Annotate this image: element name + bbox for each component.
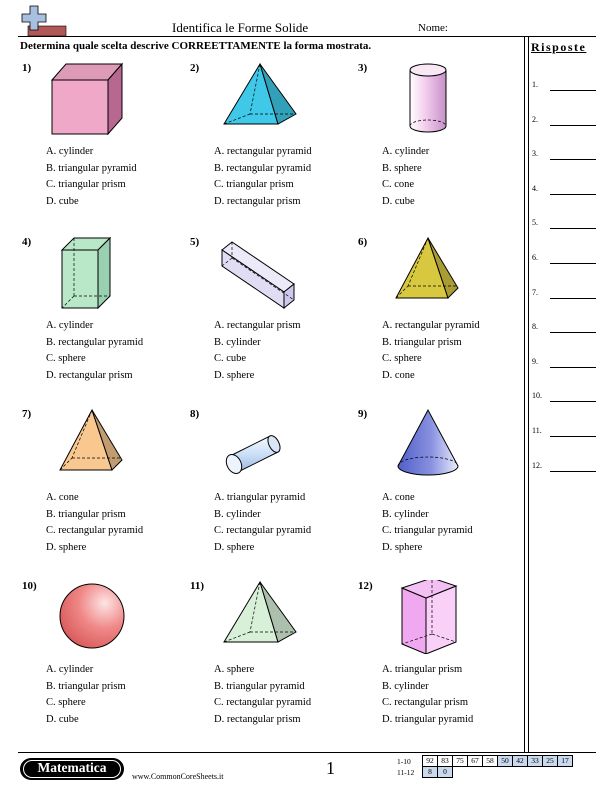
problem-number: 12) [358,580,373,592]
choice-list [214,144,312,210]
problem-10 [22,580,182,740]
problem-3 [358,62,518,222]
choice-option[interactable]: D. sphere [382,541,423,553]
sphere-icon [56,580,136,659]
problem-number: 5) [190,236,200,248]
choice-option[interactable]: C. rectangular pyramid [46,525,144,536]
choice-option[interactable]: B. sphere [382,162,422,174]
answer-number: 2. [532,114,538,124]
choice-option[interactable]: B. triangular prism [46,508,126,520]
choice-option[interactable]: C. triangular prism [46,179,126,190]
name-label: Nome: [418,22,448,34]
problem-number: 3) [358,62,368,74]
problem-number: 6) [358,236,368,248]
header-rule [18,36,596,37]
problem-number: 1) [22,62,32,74]
answer-number: 8. [532,322,538,332]
choice-list [214,490,311,556]
answer-blank[interactable] [550,159,596,160]
choice-option[interactable]: B. cylinder [214,508,261,520]
choice-option[interactable]: B. cylinder [214,336,261,348]
choice-option[interactable]: B. rectangular pyramid [46,336,144,348]
choice-list [46,318,143,384]
answer-row[interactable] [532,461,598,475]
answer-number: 7. [532,287,538,297]
score-cell: 83 [437,755,453,767]
choice-option[interactable]: A. cylinder [46,146,94,157]
choice-list [382,490,473,556]
choice-option[interactable]: D. cone [382,369,415,381]
answer-number: 10. [532,391,542,401]
choice-option[interactable]: C. sphere [382,353,422,364]
choice-option[interactable]: C. triangular pyramid [382,525,473,536]
answer-blank[interactable] [550,194,596,195]
cylinder-icon [388,62,468,141]
problem-1 [22,62,182,222]
choice-option[interactable]: A. rectangular prism [214,320,301,331]
rectangular-prism-icon [48,236,128,315]
problem-number: 4) [22,236,32,248]
problem-7 [22,408,182,568]
answer-row[interactable] [532,149,598,163]
choice-option[interactable]: D. rectangular prism [214,713,301,725]
choice-option[interactable]: C. triangular prism [214,179,294,190]
answer-row[interactable] [532,218,598,232]
choice-option[interactable]: D. sphere [214,541,255,553]
answer-row[interactable] [532,322,598,336]
score-cell: 17 [557,755,573,767]
score-row-label: 11-12 [397,768,415,777]
choice-option[interactable]: B. cylinder [382,680,429,692]
score-row-label: 1-10 [397,757,411,766]
choice-list [46,662,126,728]
choice-option[interactable]: D. sphere [46,541,87,553]
answers-title: Risposte [531,40,587,54]
score-cell: 92 [422,755,438,767]
problem-8 [190,408,350,568]
triangular-pyramid-icon [220,580,300,659]
choice-option[interactable]: D. rectangular prism [46,369,133,381]
problem-2 [190,62,350,222]
choice-option[interactable]: D. rectangular prism [214,195,301,207]
choice-option[interactable]: C. rectangular prism [382,697,469,708]
problem-9 [358,408,518,568]
score-row [397,767,573,778]
problem-5 [190,236,350,396]
choice-option[interactable]: B. triangular pyramid [214,680,305,692]
answer-number: 12. [532,460,542,470]
problem-number: 11) [190,580,205,592]
choice-option[interactable]: B. rectangular pyramid [214,162,312,174]
rectangular-pyramid-icon [388,236,468,315]
rectangular-prism-long-icon [218,236,298,315]
choice-option[interactable]: A. cylinder [46,320,94,331]
choice-option[interactable]: B. triangular prism [46,680,126,692]
choice-option[interactable]: C. rectangular pyramid [214,525,312,536]
answer-row[interactable] [532,426,598,440]
answer-blank[interactable] [550,436,596,437]
answer-row[interactable] [532,391,598,405]
problem-6 [358,236,518,396]
choice-option[interactable]: B. triangular pyramid [46,162,137,174]
problem-12 [358,580,518,740]
answer-blank[interactable] [550,367,596,368]
choice-option[interactable]: D. cube [46,195,79,207]
problem-4 [22,236,182,396]
choice-option[interactable]: C. rectangular pyramid [214,697,312,708]
choice-list [214,318,301,384]
footer-rule [18,752,596,753]
problem-number: 2) [190,62,200,74]
answer-number: 1. [532,80,538,89]
choice-option[interactable]: C. sphere [46,353,86,364]
score-cell: 8 [422,766,438,778]
answer-blank[interactable] [550,332,596,333]
choice-option[interactable]: C. sphere [46,697,86,708]
answer-column-divider [524,36,525,752]
score-cell: 67 [467,755,483,767]
choice-list [46,144,137,210]
answer-number: 4. [532,183,538,193]
score-table [397,756,573,778]
score-cell: 50 [497,755,513,767]
triangular-prism-icon [392,580,472,659]
choice-option[interactable]: A. cylinder [382,146,430,157]
answer-row[interactable] [532,357,598,371]
subject-label: Matematica [37,760,107,775]
choice-option[interactable]: C. cone [382,179,415,190]
answer-number: 9. [532,356,538,366]
answer-blank[interactable] [550,471,596,472]
page-title: Identifica le Forme Solide [172,20,309,35]
choice-option[interactable]: A. rectangular pyramid [382,320,480,331]
choice-list [382,144,429,210]
choice-option[interactable]: A. sphere [214,664,255,675]
answer-number: 11. [532,426,542,435]
score-cell: 0 [437,766,453,778]
answer-number: 6. [532,253,538,262]
problem-number: 10) [22,580,37,592]
choice-option[interactable]: B. triangular prism [382,336,462,348]
choice-option[interactable]: B. cylinder [382,508,429,520]
choice-option[interactable]: C. cube [214,353,247,364]
choice-list [382,662,473,728]
score-cell: 58 [482,755,498,767]
choice-option[interactable]: A. triangular pyramid [214,492,306,503]
choice-option[interactable]: A. cylinder [46,664,94,675]
answer-row[interactable] [532,288,598,302]
choice-option[interactable]: A. triangular prism [382,664,463,675]
answer-blank[interactable] [550,228,596,229]
answer-row[interactable] [532,253,598,267]
cylinder-horizontal-icon [212,408,292,487]
cube-icon [46,62,126,141]
answer-row[interactable] [532,115,598,129]
choice-option[interactable]: D. cube [382,195,415,207]
choice-option[interactable]: D. sphere [214,369,255,381]
triangular-pyramid-icon [220,62,300,141]
website-link[interactable]: www.CommonCoreSheets.it [132,772,224,781]
answer-blank[interactable] [550,125,596,126]
plus-logo-icon [18,4,70,38]
answer-column-divider-inner [528,36,529,752]
score-cell: 75 [452,755,468,767]
score-cell: 33 [527,755,543,767]
problem-11 [190,580,350,740]
instructions: Determina quale scelta descrive CORREETTAMENTE la forma mostrata. [20,40,372,52]
subject-badge [20,758,124,780]
answer-row[interactable] [532,80,598,94]
score-cell: 25 [542,755,558,767]
problem-number: 9) [358,408,368,420]
problem-number: 8) [190,408,200,420]
score-cell: 42 [512,755,528,767]
cone-icon [388,408,468,487]
choice-option[interactable]: D. triangular pyramid [382,713,474,725]
choice-list [46,490,143,556]
answer-blank[interactable] [550,401,596,402]
answer-number: 5. [532,218,538,228]
choice-option[interactable]: A. rectangular pyramid [214,146,312,157]
choice-option[interactable]: A. cone [46,492,79,503]
choice-list [382,318,480,384]
answer-blank[interactable] [550,263,596,264]
page-number: 1 [326,758,335,778]
answer-row[interactable] [532,184,598,198]
answer-number: 3. [532,149,538,159]
choice-list [214,662,311,728]
answer-blank[interactable] [550,90,596,91]
choice-option[interactable]: A. cone [382,492,415,503]
problem-number: 7) [22,408,32,420]
rectangular-pyramid-icon [52,408,132,487]
answer-blank[interactable] [550,298,596,299]
choice-option[interactable]: D. cube [46,713,79,725]
